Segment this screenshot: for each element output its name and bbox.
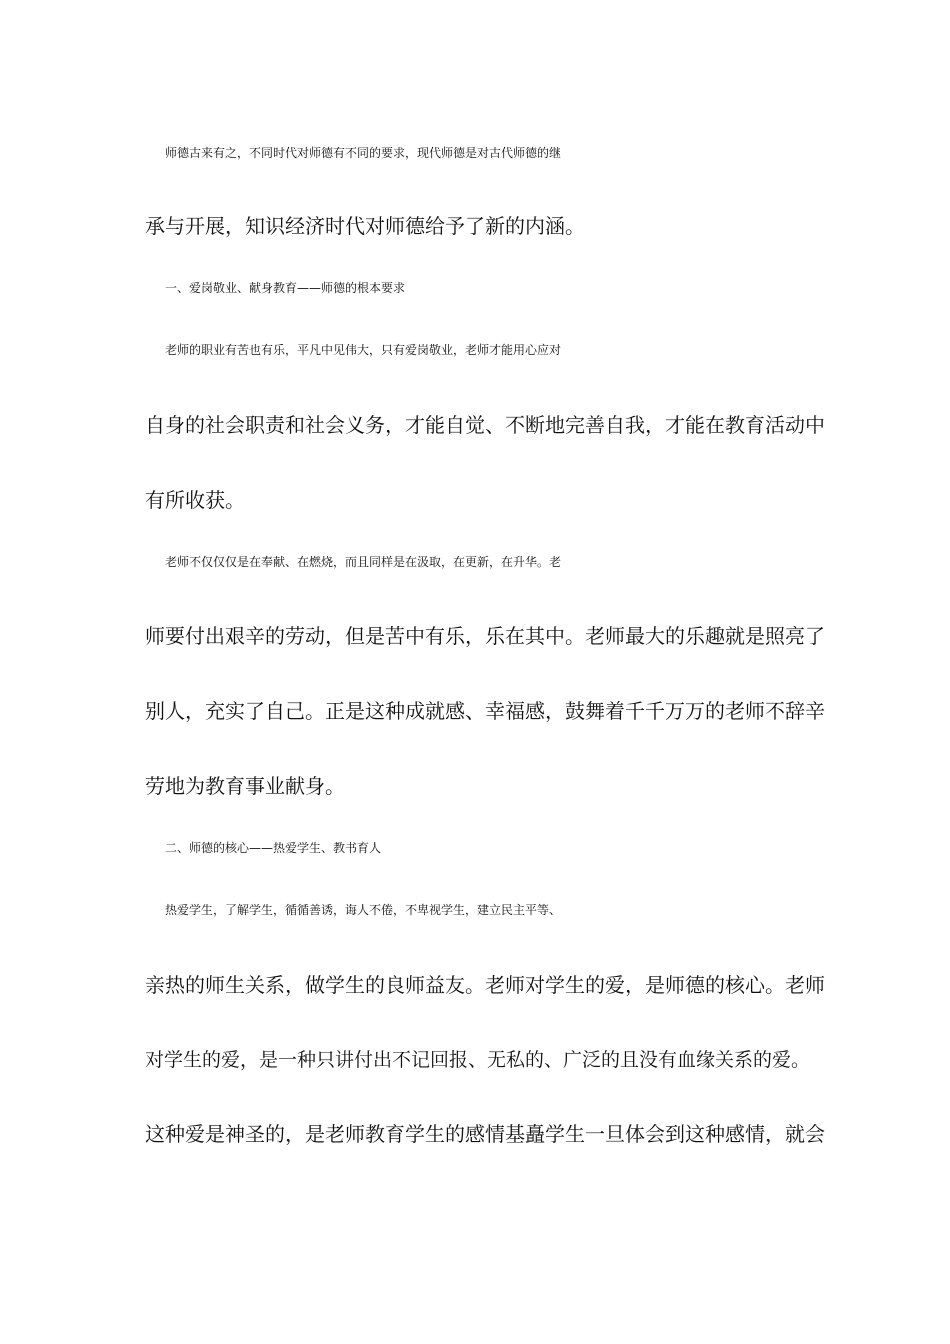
paragraph-1-line-1: 师德古来有之，不同时代对师德有不同的要求，现代师德是对古代师德的继 (165, 146, 562, 160)
paragraph-4-line-2: 亲热的师生关系，做学生的良师益友。老师对学生的爱，是师德的核心。老师 (145, 973, 825, 997)
paragraph-2-line-3: 有所收获。 (145, 488, 245, 512)
section-heading-2: 二、师德的核心——热爱学生、教书育人 (165, 841, 382, 855)
section-heading-1: 一、爱岗敬业、献身教育——师德的根本要求 (165, 281, 406, 295)
paragraph-3-line-2: 师要付出艰辛的劳动，但是苦中有乐，乐在其中。老师最大的乐趣就是照亮了 (145, 624, 825, 648)
paragraph-3-line-1: 老师不仅仅仅是在奉献、在燃烧，而且同样是在汲取，在更新，在升华。老 (165, 555, 562, 569)
paragraph-3-line-4: 劳地为教育事业献身。 (145, 774, 345, 798)
paragraph-1-line-2: 承与开展，知识经济时代对师德给予了新的内涵。 (145, 214, 585, 238)
paragraph-4-line-4: 这种爱是神圣的，是老师教育学生的感情基矗学生一旦体会到这种感情，就会 (145, 1122, 825, 1146)
paragraph-4-line-3: 对学生的爱，是一种只讲付出不记回报、无私的、广泛的且没有血缘关系的爱。 (145, 1049, 811, 1071)
paragraph-3-line-3: 别人，充实了自己。正是这种成就感、幸福感，鼓舞着千千万万的老师不辞辛 (145, 699, 825, 723)
paragraph-2-line-1: 老师的职业有苦也有乐，平凡中见伟大，只有爱岗敬业，老师才能用心应对 (165, 343, 562, 357)
paragraph-2-line-2: 自身的社会职责和社会义务，才能自觉、不断地完善自我，才能在教育活动中 (145, 413, 825, 437)
paragraph-4-line-1: 热爱学生，了解学生，循循善诱，诲人不倦，不卑视学生，建立民主平等、 (165, 903, 562, 917)
